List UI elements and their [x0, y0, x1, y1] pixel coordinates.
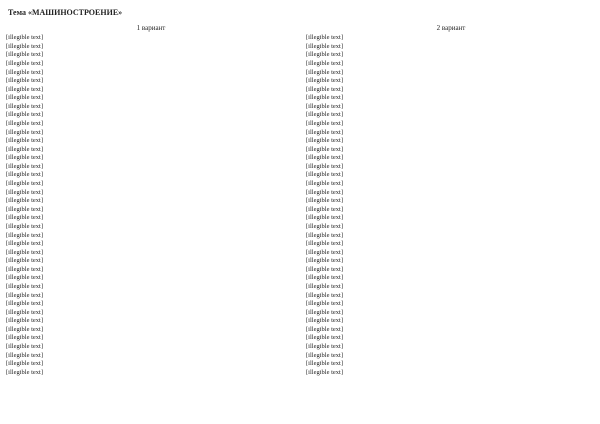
worksheet-line: [illegible text] — [306, 137, 344, 145]
worksheet-line: [illegible text] — [306, 265, 344, 273]
worksheet-line: [illegible text] — [6, 154, 44, 162]
worksheet-line: [illegible text] — [6, 77, 44, 85]
variant-1-lines — [6, 34, 296, 377]
worksheet-line: [illegible text] — [6, 240, 44, 248]
worksheet-line: [illegible text] — [306, 368, 344, 376]
worksheet-line: [illegible text] — [6, 248, 44, 256]
worksheet-line: [illegible text] — [6, 197, 44, 205]
worksheet-line: [illegible text] — [6, 180, 44, 188]
worksheet-line: [illegible text] — [306, 351, 344, 359]
worksheet-line: [illegible text] — [306, 145, 344, 153]
worksheet-line: [illegible text] — [6, 205, 44, 213]
worksheet-line: [illegible text] — [306, 197, 344, 205]
worksheet-line: [illegible text] — [6, 59, 44, 67]
worksheet-line: [illegible text] — [6, 171, 44, 179]
worksheet-line: [illegible text] — [306, 94, 344, 102]
worksheet-line: [illegible text] — [306, 42, 344, 50]
worksheet-line: [illegible text] — [306, 248, 344, 256]
worksheet-line: [illegible text] — [6, 162, 44, 170]
worksheet-line: [illegible text] — [6, 368, 44, 376]
worksheet-line: [illegible text] — [6, 300, 44, 308]
worksheet-line: [illegible text] — [306, 291, 344, 299]
worksheet-line: [illegible text] — [6, 265, 44, 273]
worksheet-line: [illegible text] — [306, 102, 344, 110]
worksheet-line: [illegible text] — [306, 111, 344, 119]
worksheet-line: [illegible text] — [306, 317, 344, 325]
variant-2-column — [306, 24, 596, 377]
worksheet-line: [illegible text] — [306, 257, 344, 265]
worksheet-line: [illegible text] — [306, 128, 344, 136]
page-title: Тема «МАШИНОСТРОЕНИЕ» — [8, 8, 123, 17]
worksheet-line: [illegible text] — [306, 343, 344, 351]
worksheet-line: [illegible text] — [6, 102, 44, 110]
worksheet-line: [illegible text] — [6, 42, 44, 50]
worksheet-line: [illegible text] — [6, 274, 44, 282]
worksheet-line: [illegible text] — [6, 334, 44, 342]
worksheet-line: [illegible text] — [306, 120, 344, 128]
variant-1-heading: 1 вариант — [136, 24, 166, 32]
worksheet-line: [illegible text] — [6, 214, 44, 222]
worksheet-line: [illegible text] — [6, 291, 44, 299]
worksheet-line: [illegible text] — [306, 283, 344, 290]
worksheet-line: [illegible text] — [6, 257, 44, 265]
worksheet-line: [illegible text] — [6, 231, 44, 239]
worksheet-line: [illegible text] — [306, 59, 344, 67]
worksheet-line: [illegible text] — [306, 274, 344, 282]
worksheet-line: [illegible text] — [6, 111, 44, 119]
variant-2-lines — [306, 34, 596, 377]
worksheet-line: [illegible text] — [306, 77, 344, 85]
worksheet-line: [illegible text] — [6, 360, 44, 368]
worksheet-line: [illegible text] — [6, 343, 44, 351]
variant-1-column — [6, 24, 296, 377]
worksheet-line: [illegible text] — [306, 231, 344, 239]
worksheet-line: [illegible text] — [306, 34, 344, 42]
worksheet-line: [illegible text] — [6, 317, 44, 325]
worksheet-line: [illegible text] — [306, 334, 344, 342]
worksheet-line: [illegible text] — [6, 325, 44, 333]
worksheet-line: [illegible text] — [306, 222, 344, 230]
worksheet-line: [illegible text] — [306, 240, 344, 248]
worksheet-line: [illegible text] — [6, 85, 44, 93]
worksheet-line: [illegible text] — [306, 180, 344, 188]
worksheet-line: [illegible text] — [306, 162, 344, 170]
worksheet-line: [illegible text] — [6, 145, 44, 153]
worksheet-line: [illegible text] — [306, 68, 344, 76]
variant-2-heading: 2 вариант — [436, 24, 466, 32]
worksheet-line: [illegible text] — [6, 308, 44, 316]
worksheet-line: [illegible text] — [306, 308, 344, 316]
worksheet-line: [illegible text] — [6, 120, 44, 128]
worksheet-line: [illegible text] — [306, 214, 344, 222]
worksheet-line: [illegible text] — [6, 137, 44, 145]
worksheet-line: [illegible text] — [6, 68, 44, 76]
worksheet-line: [illegible text] — [6, 51, 44, 59]
worksheet-line: [illegible text] — [306, 85, 344, 93]
worksheet-line: [illegible text] — [6, 351, 44, 359]
worksheet-line: [illegible text] — [306, 300, 344, 308]
worksheet-line: [illegible text] — [6, 283, 44, 290]
worksheet-line: [illegible text] — [6, 128, 44, 136]
worksheet-line: [illegible text] — [6, 94, 44, 102]
worksheet-line: [illegible text] — [6, 34, 44, 42]
worksheet-line: [illegible text] — [306, 51, 344, 59]
worksheet-line: [illegible text] — [306, 171, 344, 179]
worksheet-line: [illegible text] — [6, 222, 44, 230]
worksheet-line: [illegible text] — [306, 325, 344, 333]
worksheet-line: [illegible text] — [306, 360, 344, 368]
worksheet-line: [illegible text] — [306, 188, 344, 196]
worksheet-line: [illegible text] — [306, 205, 344, 213]
worksheet-line: [illegible text] — [306, 154, 344, 162]
worksheet-line: [illegible text] — [6, 188, 44, 196]
